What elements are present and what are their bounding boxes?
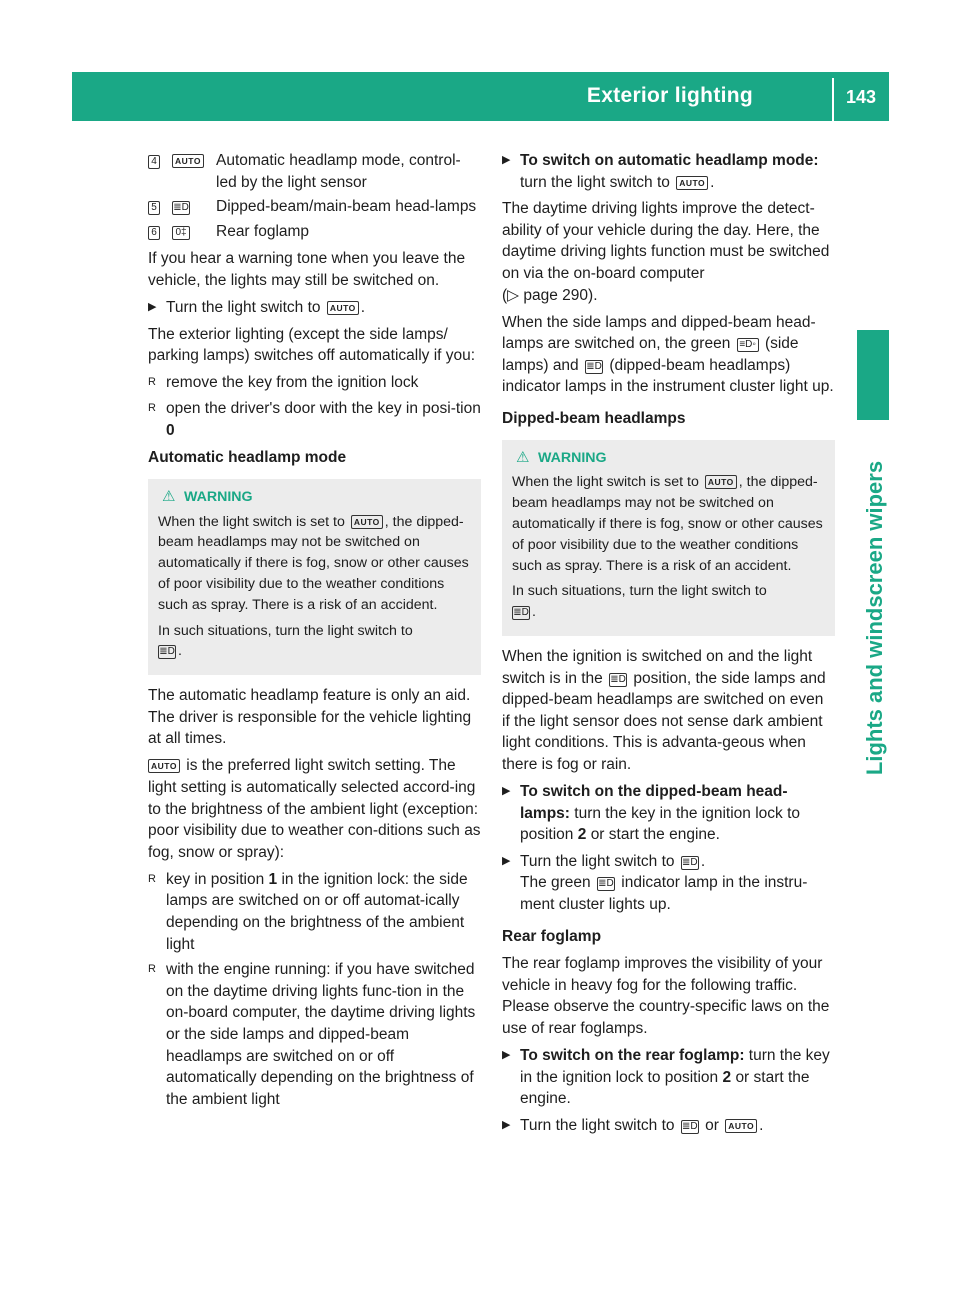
legend-item: 5 ≣D Dipped-beam/main-beam head-lamps xyxy=(148,196,481,218)
rear-foglamp-icon: 0‡ xyxy=(172,226,190,240)
warning-icon: ⚠ xyxy=(516,448,530,466)
list-item: R key in position 1 in the ignition lock: the side lamps are switched on or off automat-ically depending on the brightness of the ambient light xyxy=(148,869,481,955)
paragraph: When the side lamps and dipped-beam head-lamps are switched on, the green ≡D◦ (side lamps) and ≣D (dipped-beam headlamps) indicator lamps in the instrument cluster light up. xyxy=(502,313,834,396)
bullet-icon: R xyxy=(148,872,156,885)
dipped-beam-icon: ≣D xyxy=(513,607,529,619)
dipped-beam-icon: ≣D xyxy=(173,202,189,214)
callout-number: 4 xyxy=(148,155,160,169)
list-item: R remove the key from the ignition lock xyxy=(148,372,481,394)
warning-box: ⚠ WARNING When the light switch is set to AUTO , the dipped-beam headlamps may not be switched on automatically if there is fog, snow or other causes of poor visibility due to the weather conditions such as spray. There is a risk of an accident. In such situations, turn the light switch to ≣D . xyxy=(148,479,481,675)
auto-icon: AUTO xyxy=(351,515,383,529)
page-number: 143 xyxy=(846,87,877,107)
side-lamp-icon: ≡D◦ xyxy=(737,338,759,352)
left-column xyxy=(148,150,481,1114)
auto-icon: AUTO xyxy=(676,176,708,190)
step-arrow-icon: ▶ xyxy=(502,1118,511,1131)
callout-number: 6 xyxy=(148,226,160,240)
dipped-beam-icon: ≣D xyxy=(682,1120,698,1132)
step-arrow-icon: ▶ xyxy=(502,785,511,798)
paragraph: The exterior lighting (except the side lamps/ parking lamps) switches off automatically if you: xyxy=(148,325,476,365)
instruction-step: ▶ Turn the light switch to AUTO . xyxy=(148,297,481,319)
dipped-beam-icon: ≣D xyxy=(586,360,602,372)
auto-icon: AUTO xyxy=(725,1119,757,1133)
auto-icon: AUTO xyxy=(172,154,204,168)
step-arrow-icon: ▶ xyxy=(502,154,511,166)
bullet-icon: R xyxy=(148,963,156,976)
instruction-step: ▶ Turn the light switch to ≣D . The green ≣D indicator lamp in the instru-ment cluster lights up. xyxy=(502,851,835,916)
instruction-step: ▶ To switch on the dipped-beam head-lamps: turn the key in the ignition lock to position 2 or start the engine. xyxy=(502,781,835,846)
chapter-tab xyxy=(857,330,889,420)
list-item: R open the driver's door with the key in posi-tion 0 xyxy=(148,398,481,441)
paragraph: AUTO is the preferred light switch setting. The light setting is automatically selected accord-ing to the brightness of the ambient light (exception: poor visibility due to weather con-ditions such as fog, snow or spray): xyxy=(148,757,481,861)
right-column xyxy=(502,150,835,1141)
auto-icon: AUTO xyxy=(705,475,737,489)
instruction-step: ▶ Turn the light switch to ≣D or AUTO . xyxy=(502,1115,835,1137)
legend-item: 4 AUTO Automatic headlamp mode, control-led by the light sensor xyxy=(148,150,481,193)
page-header xyxy=(72,72,889,121)
list-item: R with the engine running: if you have switched on the daytime driving lights func-tion in the on-board computer, the daytime driving lights or the side lamps and dipped-beam headlamps are switched on or off automatically depending on the brightness of the ambient light xyxy=(148,959,481,1110)
bullet-icon: R xyxy=(148,376,156,389)
callout-number: 5 xyxy=(148,201,160,215)
paragraph: When the ignition is switched on and the light switch is in the ≣D position, the side lamps and dipped-beam headlamps are switched on even if the light sensor does not sense dark ambient light conditions. This is advanta-geous when there is fog or rain. xyxy=(502,648,826,773)
paragraph: The automatic headlamp feature is only an aid. The driver is responsible for the vehicle lighting at all times. xyxy=(148,687,472,748)
step-arrow-icon: ▶ xyxy=(502,1049,511,1062)
auto-icon: AUTO xyxy=(327,301,359,315)
dipped-beam-icon: ≣D xyxy=(610,673,626,685)
dipped-beam-icon: ≣D xyxy=(598,878,614,890)
paragraph: If you hear a warning tone when you leave the vehicle, the lights may still be switched on. xyxy=(148,250,466,289)
section-heading: Rear foglamp xyxy=(502,927,602,945)
paragraph: The daytime driving lights improve the detect-ability of your vehicle during the day. Here, the daytime driving lights function must be switched on via the on-board computer (▷ page 290). xyxy=(502,200,830,304)
warning-box: ⚠ WARNING When the light switch is set to AUTO , the dipped-beam headlamps may not be switched on automatically if there is fog, snow or other causes of poor visibility due to the weather conditions such as spray. There is a risk of an accident. In such situations, turn the light switch to ≣D . xyxy=(502,440,835,636)
warning-icon: ⚠ xyxy=(162,487,176,505)
step-arrow-icon: ▶ xyxy=(502,854,511,867)
dipped-beam-icon: ≣D xyxy=(159,646,175,658)
auto-icon: AUTO xyxy=(148,759,180,773)
dipped-beam-icon: ≣D xyxy=(682,856,698,868)
section-heading: Automatic headlamp mode xyxy=(148,449,347,467)
legend-item: 6 0‡ Rear foglamp xyxy=(148,221,481,243)
section-title: Exterior lighting xyxy=(586,84,753,107)
bullet-icon: R xyxy=(148,401,156,414)
chapter-label: Lights and windscreen wipers xyxy=(862,460,887,776)
instruction-step: ▶ To switch on the rear foglamp: turn the key in the ignition lock to position 2 or start the engine. xyxy=(502,1045,835,1110)
header-divider xyxy=(832,78,834,121)
step-arrow-icon: ▶ xyxy=(148,301,157,314)
instruction-step: ▶ To switch on automatic headlamp mode: turn the light switch to AUTO . xyxy=(502,150,835,193)
section-heading: Dipped-beam headlamps xyxy=(502,410,686,428)
paragraph: The rear foglamp improves the visibility of your vehicle in heavy fog for the following traffic. Please observe the country-specific laws on the use of rear foglamps. xyxy=(502,955,830,1037)
